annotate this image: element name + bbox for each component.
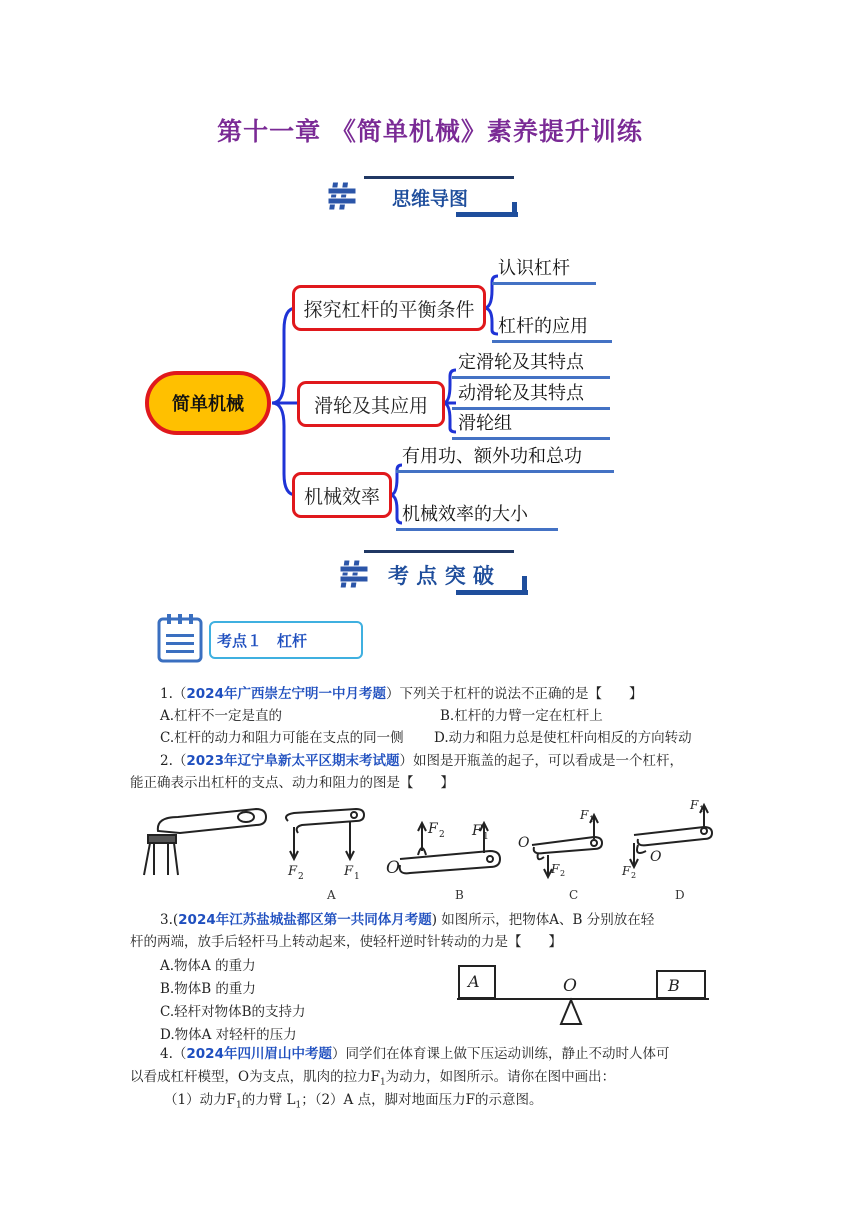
fulcrum (561, 1000, 581, 1024)
svg-text:F: F (690, 798, 699, 812)
question-number: 1.（ (160, 686, 187, 702)
figure-c (532, 815, 602, 877)
svg-text:1: 1 (354, 872, 360, 882)
notepad-icon (156, 612, 206, 664)
question-1-stem (160, 683, 642, 705)
question-source: 2024年四川眉山中考题 (186, 1046, 332, 1062)
kaodian-label-box (209, 621, 363, 659)
option-label-c: C (569, 888, 579, 902)
question-number: 2.（ (160, 753, 187, 769)
question-text: 为动力，如图所示。请你在图中画出： (385, 1069, 616, 1085)
svg-text:F: F (551, 862, 560, 876)
section-label-mindmap: 思维导图 (392, 188, 469, 210)
question-2-stem (160, 750, 683, 772)
question-text: 以看成杠杆模型，O为支点，肌肉的拉力F (130, 1069, 380, 1085)
question-4-stem-line3 (164, 1089, 542, 1117)
question-text: ）下列关于杠杆的说法不正确的是【 】 (385, 686, 643, 702)
svg-text:F: F (472, 823, 482, 839)
figure-d (630, 805, 712, 867)
svg-text:O: O (650, 849, 662, 865)
section-header-breakthrough (336, 546, 532, 600)
seesaw-figure (455, 960, 720, 1032)
svg-text:1: 1 (699, 805, 705, 814)
mindmap-branch-pulley (297, 381, 445, 427)
svg-text:2: 2 (439, 830, 445, 840)
question-3-option-c: C.轻杆对物体B的支持力 (160, 1004, 306, 1020)
seesaw-label-o: O (563, 976, 577, 996)
option-label-b: B (455, 888, 464, 902)
seesaw-label-a: A (468, 972, 480, 991)
question-1-option-c: C.杠杆的动力和阻力可能在支点的同一侧 (160, 730, 404, 746)
question-1-option-b: B.杠杆的力臂一定在杠杆上 (440, 708, 603, 724)
mindmap-branch-efficiency (292, 472, 392, 518)
mindmap-root (145, 371, 271, 435)
question-source: 2024年广西崇左宁明一中月考题 (186, 686, 386, 702)
question-text: ) 如图所示，把物体A、B 分别放在轻 (431, 912, 655, 928)
bottle-opener-picture (144, 809, 266, 875)
question-source: 2024年江苏盐城盐都区第一共同体月考题 (178, 912, 432, 928)
option-label-a: A (327, 888, 336, 902)
svg-text:F: F (622, 864, 631, 878)
svg-text:2: 2 (298, 872, 304, 882)
mindmap-leaf: 滑轮组 (452, 409, 610, 440)
question-3-option-b: B.物体B 的重力 (160, 981, 256, 997)
subscript: 1 (235, 1100, 242, 1111)
mindmap-leaf: 有用功、额外功和总功 (396, 442, 614, 473)
svg-text:1: 1 (589, 815, 595, 824)
question-number: 3.( (160, 912, 179, 928)
mindmap-branch-lever (292, 285, 486, 331)
svg-text:F: F (344, 864, 354, 879)
mindmap-leaf: 认识杠杆 (492, 254, 596, 285)
mindmap-leaf: 机械效率的大小 (396, 500, 558, 531)
svg-text:F: F (428, 821, 438, 837)
seesaw-label-b: B (668, 976, 680, 995)
figure-b (400, 823, 500, 873)
question-text: ）如图是开瓶盖的起子，可以看成是一个杠杆， (399, 753, 683, 769)
question-text: ；（2）A 点，脚对地面压力F的示意图。 (301, 1092, 543, 1108)
mindmap-root-label: 简单机械 (172, 394, 244, 415)
kaodian-label: 考点１ 杠杆 (217, 631, 308, 650)
question-1-option-d: D.动力和阻力总是使杠杆向相反的方向转动 (434, 730, 692, 746)
question-3-stem (160, 909, 654, 931)
question-source: 2023年辽宁阜新太平区期末考试题 (186, 753, 400, 769)
question-3-option-a: A.物体A 的重力 (160, 958, 256, 974)
question-1-option-a: A.杠杆不一定是直的 (160, 708, 283, 724)
section-label-breakthrough: 考 点 突 破 (388, 564, 494, 588)
question-4-stem (160, 1043, 669, 1065)
kaodian-header (156, 612, 366, 664)
svg-text:2: 2 (560, 869, 566, 878)
svg-text:2: 2 (631, 871, 637, 880)
question-3-option-d: D.物体A 对轻杆的压力 (160, 1027, 297, 1043)
question-2-stem-line2: 能正确表示出杠杆的支点、动力和阻力的图是【 】 (130, 775, 454, 791)
mindmap-leaf: 杠杆的应用 (492, 312, 612, 343)
fig-a-f2: F (288, 864, 298, 879)
svg-text:O: O (518, 835, 530, 851)
svg-text:F: F (580, 808, 589, 822)
question-text: 的力臂 L (241, 1092, 296, 1108)
question-text: （1）动力F (164, 1092, 236, 1108)
question-3-stem-line2: 杆的两端，放手后轻杆马上转动起来，使轻杆逆时针转动的力是【 】 (130, 934, 562, 950)
question-text: ）同学们在体育课上做下压运动训练，静止不动时人体可 (331, 1046, 670, 1062)
svg-text:O: O (386, 858, 400, 878)
mindmap-branch-label: 探究杠杆的平衡条件 (303, 298, 475, 321)
mindmap-branch-label: 滑轮及其应用 (313, 394, 428, 417)
mindmap-branch-label: 机械效率 (303, 485, 380, 508)
mindmap-leaf: 定滑轮及其特点 (452, 348, 610, 379)
mindmap-leaf: 动滑轮及其特点 (452, 379, 610, 410)
figure-a (286, 809, 364, 859)
option-label-d: D (675, 888, 685, 902)
subscript: 1 (295, 1100, 302, 1111)
page-title: 第十一章 《简单机械》素养提升训练 (217, 117, 643, 146)
bottle-opener-figures (138, 795, 728, 890)
subscript: 1 (379, 1077, 386, 1088)
question-number: 4.（ (160, 1046, 187, 1062)
svg-text:1: 1 (483, 832, 489, 842)
block-b (657, 971, 705, 998)
